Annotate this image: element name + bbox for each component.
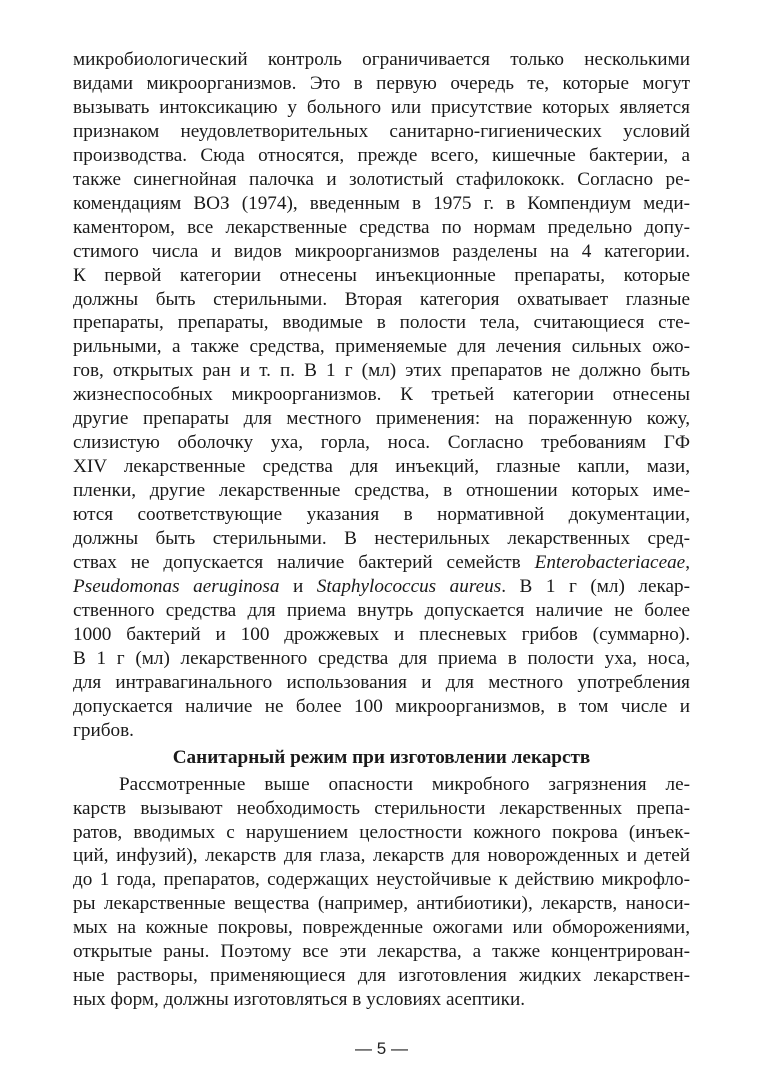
text-line-with-italic	[73, 575, 690, 599]
text-line: должны быть стерильными. Вторая категория охватывает глазные	[73, 288, 690, 310]
line-suffix: . В 1 г (мл) лекар-	[501, 575, 691, 597]
text-line: допускается наличие не более 100 микроорганизмов, в том числе и	[73, 695, 690, 717]
text-line: гов, открытых ран и т. п. В 1 г (мл) этих препаратов не должно быть	[73, 360, 690, 382]
text-line: производства. Сюда относятся, прежде всего, кишечные бактерии, а	[73, 144, 690, 166]
text-line: видами микроорганизмов. Это в первую очередь те, которые могут	[73, 72, 690, 94]
text-line: ственного средства для приема внутрь допускается наличие не более	[73, 599, 690, 621]
text-line: ных форм, должны изготовляться в условиях асептики.	[73, 989, 526, 1011]
paragraph-sanitary-regime	[73, 773, 690, 1013]
paragraph-microbiological-control	[73, 48, 690, 743]
page-number: — 5 —	[355, 1039, 408, 1058]
section-heading-wrap	[73, 746, 690, 770]
line-prefix: ствах не допускается наличие бактерий семейств	[73, 552, 535, 574]
document-page	[73, 48, 690, 1012]
text-line: В 1 г (мл) лекарственного средства для приема в полости уха, носа,	[73, 647, 690, 669]
latin-term-staphylococcus: Staphylococcus aureus	[316, 575, 502, 597]
text-line: пленки, другие лекарственные средства, в отношении которых име-	[73, 480, 690, 502]
text-line: К первой категории отнесены инъекционные препараты, которые	[73, 264, 690, 286]
text-line: ются соответствующие указания в нормативной документации,	[73, 504, 690, 526]
text-line: слизистую оболочку уха, горла, носа. Согласно требованиям ГФ	[73, 432, 690, 454]
line-mid: и	[279, 575, 317, 597]
text-line: для интравагинального использования и для местного употребления	[73, 671, 690, 693]
text-line: ные растворы, применяющиеся для изготовления жидких лекарствен-	[73, 965, 690, 987]
text-line: до 1 года, препаратов, содержащих неустойчивые к действию микрофло-	[73, 869, 690, 891]
text-line: Рассмотренные выше опасности микробного загрязнения ле-	[119, 773, 690, 795]
text-line: стимого числа и видов микроорганизмов разделены на 4 категории.	[73, 240, 690, 262]
text-line: XIV лекарственные средства для инъекций, глазные капли, мази,	[73, 456, 690, 478]
text-line: комендациям ВОЗ (1974), введенным в 1975 г. в Компендиум меди-	[73, 192, 690, 214]
text-line: жизнеспособных микроорганизмов. К третьей категории отнесены	[73, 384, 690, 406]
text-line: ций, инфузий), лекарств для глаза, лекарств для новорожденных и детей	[73, 845, 690, 867]
section-heading: Санитарный режим при изготовлении лекарств	[172, 746, 591, 768]
text-line: мых на кожные покровы, поврежденные ожогами или обморожениями,	[73, 917, 690, 939]
text-line: ратов, вводимых с нарушением целостности кожного покрова (инъек-	[73, 821, 690, 843]
text-line: ры лекарственные вещества (например, антибиотики), лекарств, наноси-	[73, 893, 690, 915]
text-line: карств вызывают необходимость стерильности лекарственных препа-	[73, 797, 690, 819]
text-line: рильными, а также средства, применяемые для лечения сильных ожо-	[73, 336, 690, 358]
text-line: микробиологический контроль ограничивается только несколькими	[73, 49, 690, 70]
text-line: каментором, все лекарственные средства по нормам предельно допу-	[73, 216, 690, 238]
text-line: другие препараты для местного применения: на пораженную кожу,	[73, 408, 690, 430]
latin-term-pseudomonas: Pseudomonas aeruginosa	[73, 575, 280, 597]
text-line: препараты, препараты, вводимые в полости тела, считающиеся сте-	[73, 312, 690, 334]
text-line: должны быть стерильными. В нестерильных лекарственных сред-	[73, 528, 690, 550]
text-line-with-italic	[73, 551, 690, 575]
text-line: открытые раны. Поэтому все эти лекарства, а также концентрирован-	[73, 941, 690, 963]
text-line: признаком неудовлетворительных санитарно-гигиенических условий	[73, 120, 690, 142]
text-line: также синегнойная палочка и золотистый стафилококк. Согласно ре-	[73, 168, 690, 190]
line-suffix: ,	[685, 552, 690, 574]
text-line: 1000 бактерий и 100 дрожжевых и плесневых грибов (суммарно).	[73, 623, 690, 645]
text-line: вызывать интоксикацию у больного или присутствие которых является	[73, 96, 690, 118]
latin-term-enterobacteriaceae: Enterobacteriaceae	[534, 552, 686, 574]
text-line: грибов.	[73, 719, 134, 741]
